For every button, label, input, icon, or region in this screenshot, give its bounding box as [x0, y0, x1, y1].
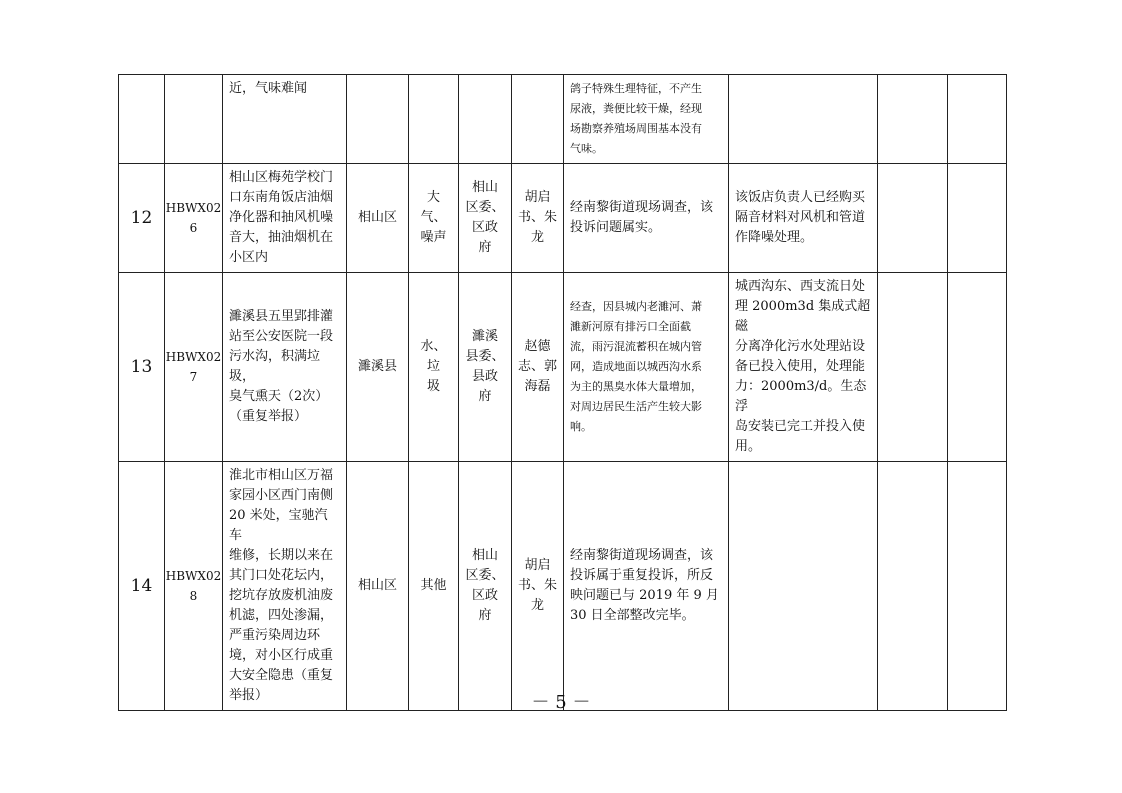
complaint-table [118, 74, 1007, 711]
row-number: 14 [119, 462, 165, 711]
issue-description: 近，气味难闻 [223, 75, 347, 164]
extra-column-a [878, 164, 948, 273]
extra-column-b [948, 273, 1007, 462]
issue-description: 相山区梅苑学校门 口东南角饭店油烟 净化器和抽风机噪 音大，抽油烟机在 小区内 [223, 164, 347, 273]
row-number [119, 75, 165, 164]
pollution-type: 水、垃 圾 [409, 273, 459, 462]
issue-description: 淮北市相山区万福 家园小区西门南侧 20 米处，宝驰汽车 维修，长期以来在 其门口处花坛内， 挖坑存放废机油废 机滤，四处渗漏， 严重污染周边环 境，对小区行成重 大安全隐患（重复 举报） [223, 462, 347, 711]
responsible-person: 胡启 书、朱 龙 [512, 462, 564, 711]
extra-column-a [878, 462, 948, 711]
case-code [165, 75, 223, 164]
pollution-type [409, 75, 459, 164]
rectification-measures: 城西沟东、西支流日处 理 2000m3d 集成式超磁 分离净化污水处理站设 备已投入使用，处理能 力：2000m3/d。生态浮 岛安装已完工并投入使 用。 [729, 273, 878, 462]
case-code: HBWX02 7 [165, 273, 223, 462]
extra-column-b [948, 75, 1007, 164]
case-code: HBWX02 8 [165, 462, 223, 711]
responsible-person: 胡启 书、朱 龙 [512, 164, 564, 273]
investigation-result: 经查，因县城内老濉河、萧 濉新河原有排污口全面截 流，雨污混流蓄积在城内管 网，造成地面以城西沟水系 为主的黑臭水体大量增加， 对周边居民生活产生较大影 响。 [564, 273, 729, 462]
responsible-person: 赵德 志、郭 海磊 [512, 273, 564, 462]
page-number: － 5 － [531, 692, 591, 713]
district: 相山区 [347, 462, 409, 711]
table-row [119, 273, 1007, 462]
investigation-result: 鸽子特殊生理特征，不产生 尿液，粪便比较干燥，经现 场勘察养殖场周围基本没有 气味。 [564, 75, 729, 164]
responsible-unit: 濉溪 县委、 县政 府 [459, 273, 512, 462]
table-row [119, 75, 1007, 164]
rectification-measures: 该饭店负责人已经购买 隔音材料对风机和管道 作降噪处理。 [729, 164, 878, 273]
rectification-measures [729, 75, 878, 164]
extra-column-a [878, 75, 948, 164]
rectification-measures [729, 462, 878, 711]
investigation-result: 经南黎街道现场调查，该 投诉问题属实。 [564, 164, 729, 273]
table-row [119, 462, 1007, 711]
responsible-unit [459, 75, 512, 164]
extra-column-a [878, 273, 948, 462]
pollution-type: 大气、 噪声 [409, 164, 459, 273]
issue-description: 濉溪县五里郢排灌 站至公安医院一段 污水沟，积满垃圾， 臭气熏天（2次） （重复举报） [223, 273, 347, 462]
extra-column-b [948, 164, 1007, 273]
district [347, 75, 409, 164]
extra-column-b [948, 462, 1007, 711]
responsible-unit: 相山 区委、 区政 府 [459, 164, 512, 273]
case-code: HBWX02 6 [165, 164, 223, 273]
investigation-result: 经南黎街道现场调查，该 投诉属于重复投诉，所反 映问题已与 2019 年 9 月 30 日全部整改完毕。 [564, 462, 729, 711]
responsible-person [512, 75, 564, 164]
row-number: 13 [119, 273, 165, 462]
table-row [119, 164, 1007, 273]
district: 濉溪县 [347, 273, 409, 462]
pollution-type: 其他 [409, 462, 459, 711]
row-number: 12 [119, 164, 165, 273]
district: 相山区 [347, 164, 409, 273]
responsible-unit: 相山 区委、 区政 府 [459, 462, 512, 711]
